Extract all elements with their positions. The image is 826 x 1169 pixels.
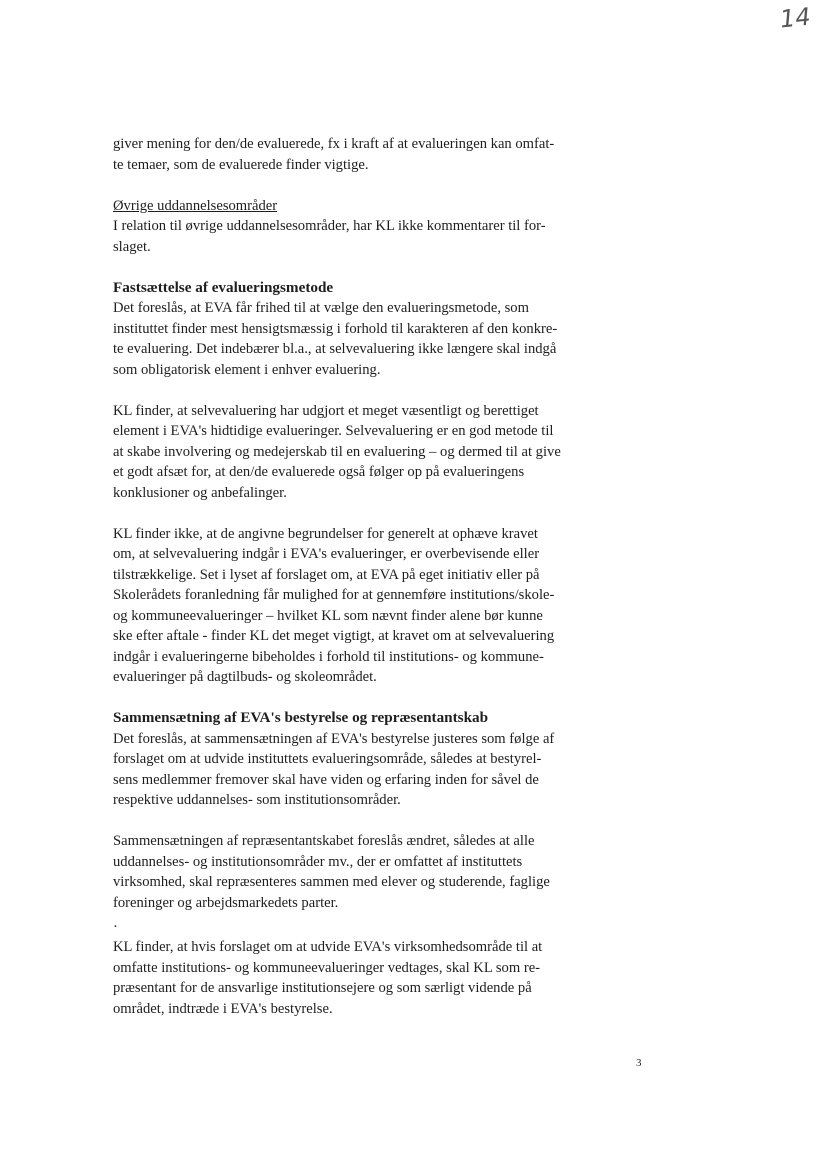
text-line: indgår i evalueringerne bibeholdes i forhold til institutions- og kommune- (113, 648, 544, 665)
text-line: og kommuneevalueringer – hvilket KL som nævnt finder alene bør kunne (113, 607, 543, 624)
text-line: uddannelses- og institutionsområder mv., der er omfattet af instituttets (113, 853, 523, 870)
page-number: 3 (636, 1057, 642, 1069)
text-line: ske efter aftale - finder KL det meget vigtigt, at kravet om at selvevaluering (113, 628, 555, 644)
text-line: tilstrækkelige. Set i lyset af forslaget om, at EVA på eget initiativ eller på (113, 566, 540, 583)
document-body (113, 134, 613, 1040)
text-line: foreninger og arbejdsmarkedets parter. (113, 894, 339, 911)
text-line: element i EVA's hidtidige evalueringer. Selvevaluering er en god metode til (113, 423, 554, 439)
paragraph-kl-board-seat (113, 937, 613, 1019)
text-line: KL finder, at hvis forslaget om at udvide EVA's virksomhedsområde til at (113, 939, 543, 955)
text-line: KL finder ikke, at de angivne begrundelser for generelt at ophæve kravet (113, 525, 538, 542)
text-line: Skolerådets foranledning får mulighed for at gennemføre institutions/skole- (113, 587, 555, 603)
stray-dot: · (113, 919, 118, 935)
section-board-composition (113, 708, 613, 811)
section-other-education-areas (113, 196, 613, 258)
text-line: virksomhed, skal repræsenteres sammen med elever og studerende, faglige (113, 874, 550, 890)
paragraph-evaluation-meaning (113, 134, 613, 175)
text-line: som obligatorisk element i enhver evaluering. (113, 361, 381, 378)
text-line: sens medlemmer fremover skal have viden og erfaring inden for såvel de (113, 771, 539, 788)
text-line: forslaget om at udvide instituttets evalueringsområde, således at bestyrel- (113, 751, 542, 767)
handwritten-page-mark: 14 (778, 2, 812, 34)
text-line: I relation til øvrige uddannelsesområder, har KL ikke kommentarer til for- (113, 218, 546, 234)
section-heading-evaluation-method: Fastsættelse af evalueringsmetode (113, 278, 334, 296)
text-line: Sammensætningen af repræsentantskabet foreslås ændret, således at alle (113, 833, 535, 849)
text-line: området, indtræde i EVA's bestyrelse. (113, 1000, 333, 1017)
text-line: te evaluering. Det indebærer bl.a., at selvevaluering ikke længere skal indgå (113, 341, 557, 357)
text-line: giver mening for den/de evaluerede, fx i kraft af at evalueringen kan omfat- (113, 136, 555, 152)
text-line: Det foreslås, at EVA får frihed til at vælge den evalueringsmetode, som (113, 300, 529, 316)
text-line: Det foreslås, at sammensætningen af EVA's bestyrelse justeres som følge af (113, 730, 555, 747)
text-line: instituttet finder mest hensigtsmæssig i forhold til karakteren af den konkre- (113, 320, 558, 337)
text-line: te temaer, som de evaluerede finder vigtige. (113, 156, 369, 173)
paragraph-self-evaluation (113, 401, 613, 504)
section-heading-other-areas: Øvrige uddannelsesområder (113, 197, 278, 214)
text-line: KL finder, at selvevaluering har udgjort et meget væsentligt og berettiget (113, 402, 539, 419)
section-heading-board-composition: Sammensætning af EVA's bestyrelse og repræsentantskab (113, 709, 489, 726)
paragraph-representation (113, 831, 613, 913)
text-line: om, at selvevaluering indgår i EVA's evalueringer, er overbevisende eller (113, 546, 540, 562)
text-line: konklusioner og anbefalinger. (113, 484, 287, 501)
text-line: evalueringer på dagtilbuds- og skoleområdet. (113, 669, 377, 685)
section-evaluation-method (113, 278, 613, 381)
paragraph-kl-position (113, 524, 613, 688)
text-line: et godt afsæt for, at den/de evaluerede også følger op på evalueringens (113, 464, 525, 480)
text-line: at skabe involvering og medejerskab til en evaluering – og dermed til at give (113, 443, 561, 460)
text-line: respektive uddannelses- som institutionsområder. (113, 792, 401, 808)
text-line: omfatte institutions- og kommuneevalueringer vedtages, skal KL som re- (113, 959, 541, 976)
text-line: præsentant for de ansvarlige institutionsejere og som særligt vidende på (113, 980, 532, 996)
text-line: slaget. (113, 238, 151, 255)
